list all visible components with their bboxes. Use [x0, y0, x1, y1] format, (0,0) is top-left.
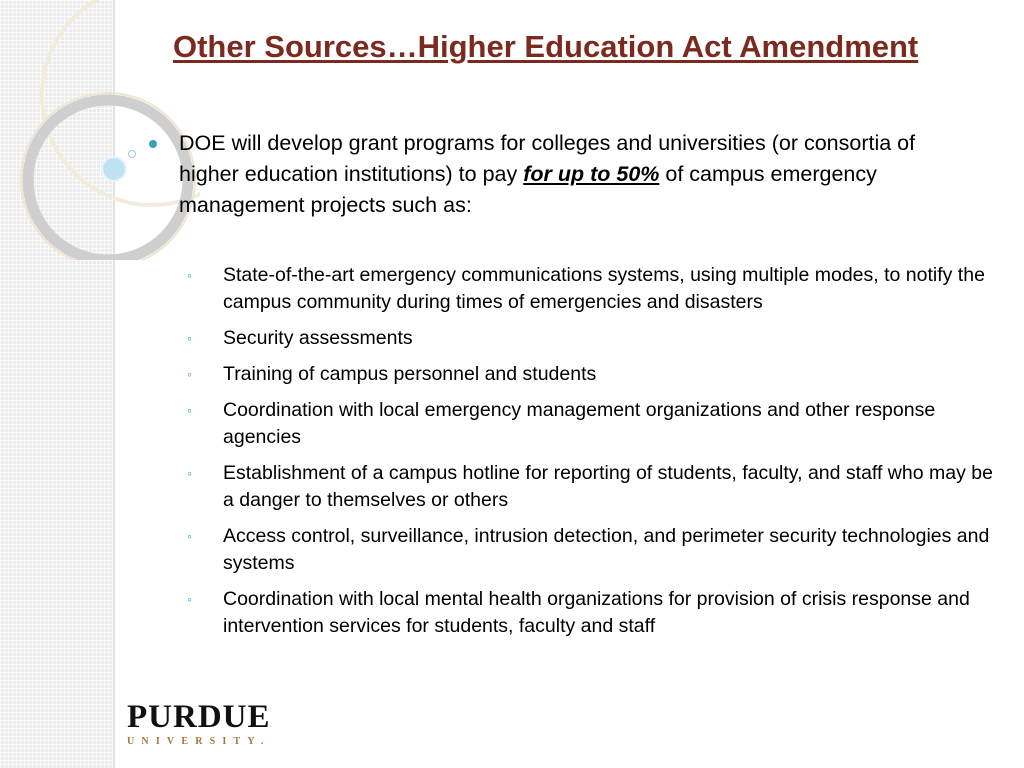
- list-item: [186, 460, 996, 514]
- bullet-dot-icon: [149, 140, 157, 148]
- list-item-text: Establishment of a campus hotline for reporting of students, faculty, and staff who may be a danger to themselves or others: [223, 462, 993, 511]
- list-item-text: Coordination with local emergency management organizations and other response agencies: [223, 399, 936, 448]
- main-bullet-text: [179, 128, 939, 221]
- purdue-logo: [127, 700, 287, 749]
- list-item-text: Coordination with local mental health organizations for provision of crisis response and intervention services for students, faculty and staff: [223, 588, 970, 637]
- main-bullet-text-before: DOE will develop grant programs for colleges and universities (or consortia of higher education institutions) to pay: [179, 131, 916, 186]
- list-item: [186, 325, 996, 352]
- logo-subtitle: UNIVERSITY.: [127, 736, 271, 747]
- list-item-text: Access control, surveillance, intrusion detection, and perimeter security technologies and systems: [223, 525, 990, 574]
- list-item-text: Training of campus personnel and students: [223, 363, 597, 385]
- hollow-bullet-icon: ◦: [187, 402, 192, 418]
- hollow-bullet-icon: ◦: [187, 465, 192, 481]
- hollow-bullet-icon: ◦: [187, 330, 192, 346]
- sub-bullet-list: [186, 262, 996, 649]
- slide-title: Other Sources…Higher Education Act Amendment: [173, 29, 919, 64]
- hollow-bullet-icon: ◦: [187, 528, 192, 544]
- list-item: [186, 397, 996, 451]
- hollow-bullet-icon: ◦: [187, 591, 192, 607]
- hollow-bullet-icon: ◦: [187, 267, 192, 283]
- list-item: [186, 361, 996, 388]
- main-bullet-text-after: of campus emergency management projects such as:: [179, 162, 877, 217]
- decorative-small-dot: [129, 151, 136, 158]
- list-item: [186, 586, 996, 640]
- list-item-text: Security assessments: [223, 327, 413, 349]
- main-bullet: [149, 128, 939, 221]
- list-item-text: State-of-the-art emergency communications systems, using multiple modes, to notify the campus community during times of emergencies and disasters: [223, 264, 985, 313]
- main-bullet-emphasis: for up to 50%: [523, 162, 660, 186]
- decorative-blue-dot: [102, 157, 126, 181]
- hollow-bullet-icon: ◦: [187, 366, 192, 382]
- list-item: [186, 262, 996, 316]
- logo-wordmark: PURDUE: [127, 699, 271, 735]
- list-item: [186, 523, 996, 577]
